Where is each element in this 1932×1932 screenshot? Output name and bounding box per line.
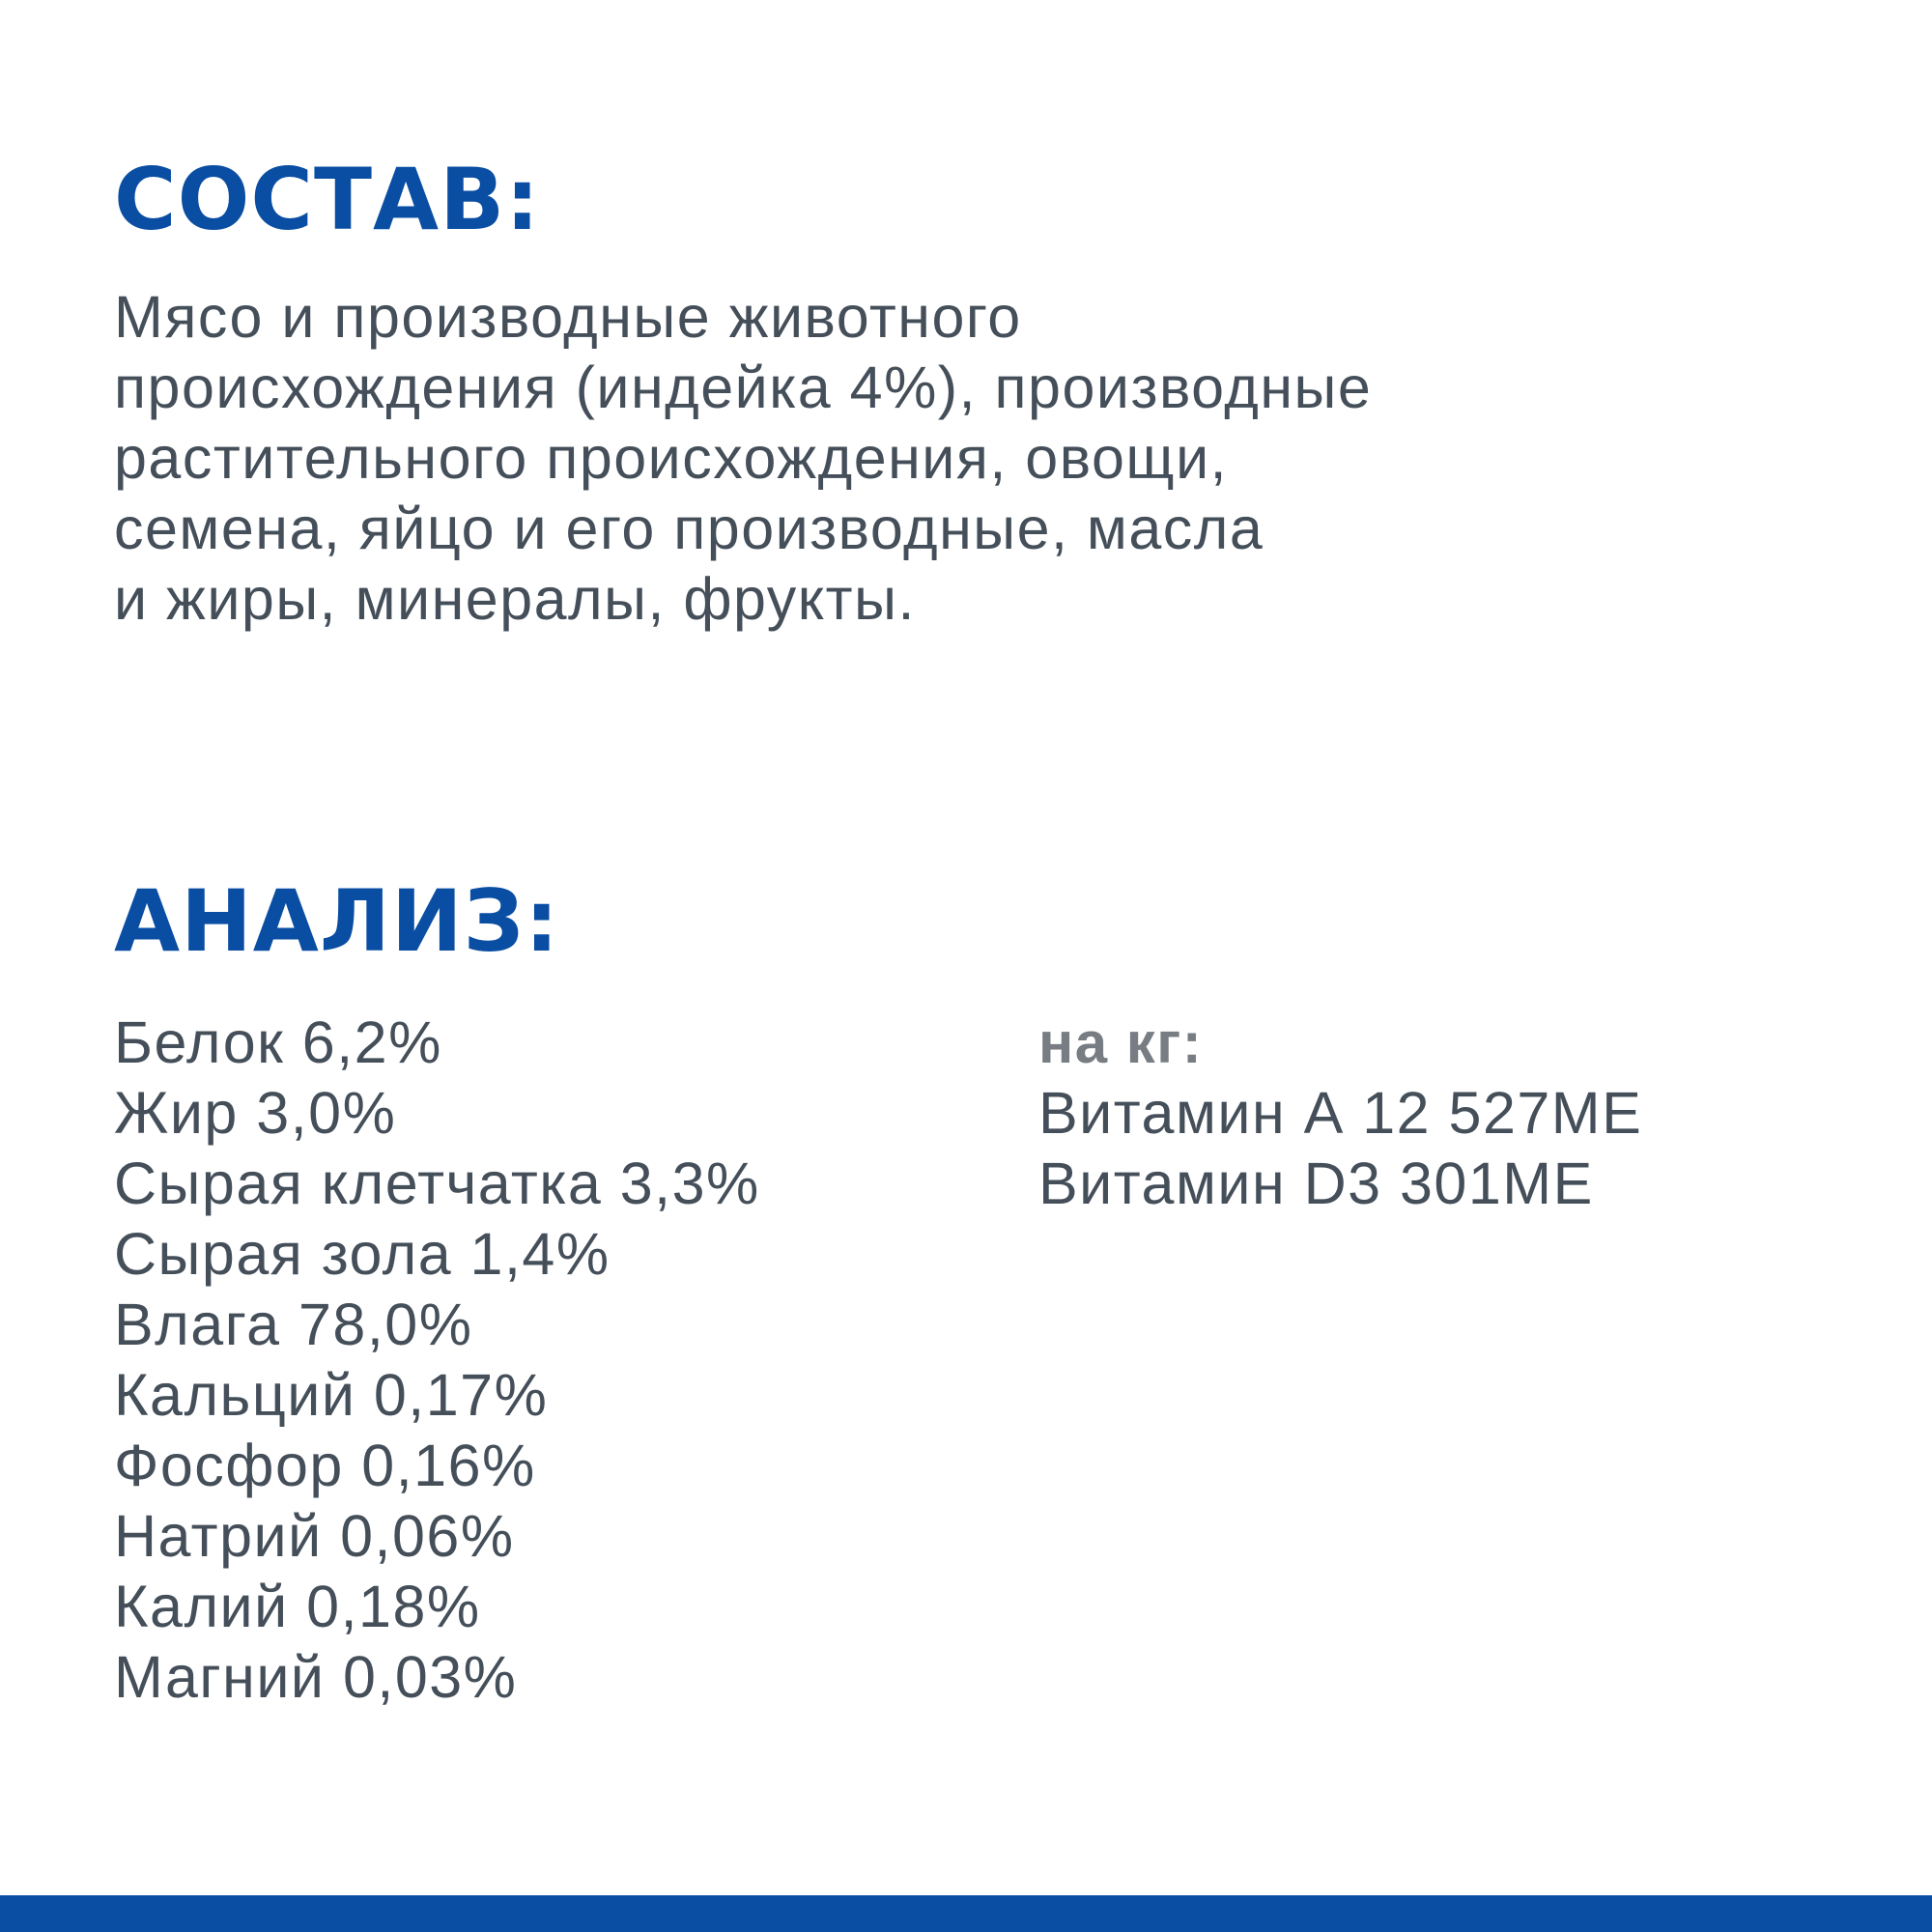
analysis-item-calcium: Кальций 0,17% bbox=[114, 1362, 549, 1428]
analysis-item-sodium: Натрий 0,06% bbox=[114, 1503, 515, 1569]
analysis-item-phosphorus: Фосфор 0,16% bbox=[114, 1433, 536, 1498]
per-kg-block bbox=[1038, 1008, 1642, 1219]
analysis-item-magnesium: Магний 0,03% bbox=[114, 1644, 518, 1710]
composition-line: семена, яйцо и его производные, масла bbox=[114, 496, 1264, 561]
analysis-item-moisture: Влага 78,0% bbox=[114, 1292, 473, 1357]
composition-heading: СОСТАВ: bbox=[114, 150, 541, 249]
analysis-item-crude-fiber: Сырая клетчатка 3,3% bbox=[114, 1151, 760, 1216]
composition-line: и жиры, минералы, фрукты. bbox=[114, 566, 916, 632]
analysis-item-potassium: Калий 0,18% bbox=[114, 1574, 481, 1639]
composition-line: Мясо и производные животного bbox=[114, 284, 1022, 350]
analysis-list bbox=[114, 1008, 760, 1713]
vitamin-a-value: Витамин А 12 527МЕ bbox=[1038, 1080, 1643, 1146]
per-kg-label: на кг: bbox=[1038, 1010, 1204, 1075]
composition-line: происхождения (индейка 4%), производные bbox=[114, 355, 1373, 420]
composition-text bbox=[114, 282, 1776, 635]
analysis-heading: АНАЛИЗ: bbox=[114, 871, 560, 971]
composition-line: растительного происхождения, овощи, bbox=[114, 425, 1229, 491]
analysis-item-protein: Белок 6,2% bbox=[114, 1009, 442, 1075]
analysis-item-crude-ash: Сырая зола 1,4% bbox=[114, 1221, 611, 1287]
footer-bar bbox=[0, 1895, 1932, 1932]
vitamin-d3-value: Витамин D3 301МЕ bbox=[1038, 1151, 1594, 1216]
analysis-item-fat: Жир 3,0% bbox=[114, 1080, 397, 1146]
